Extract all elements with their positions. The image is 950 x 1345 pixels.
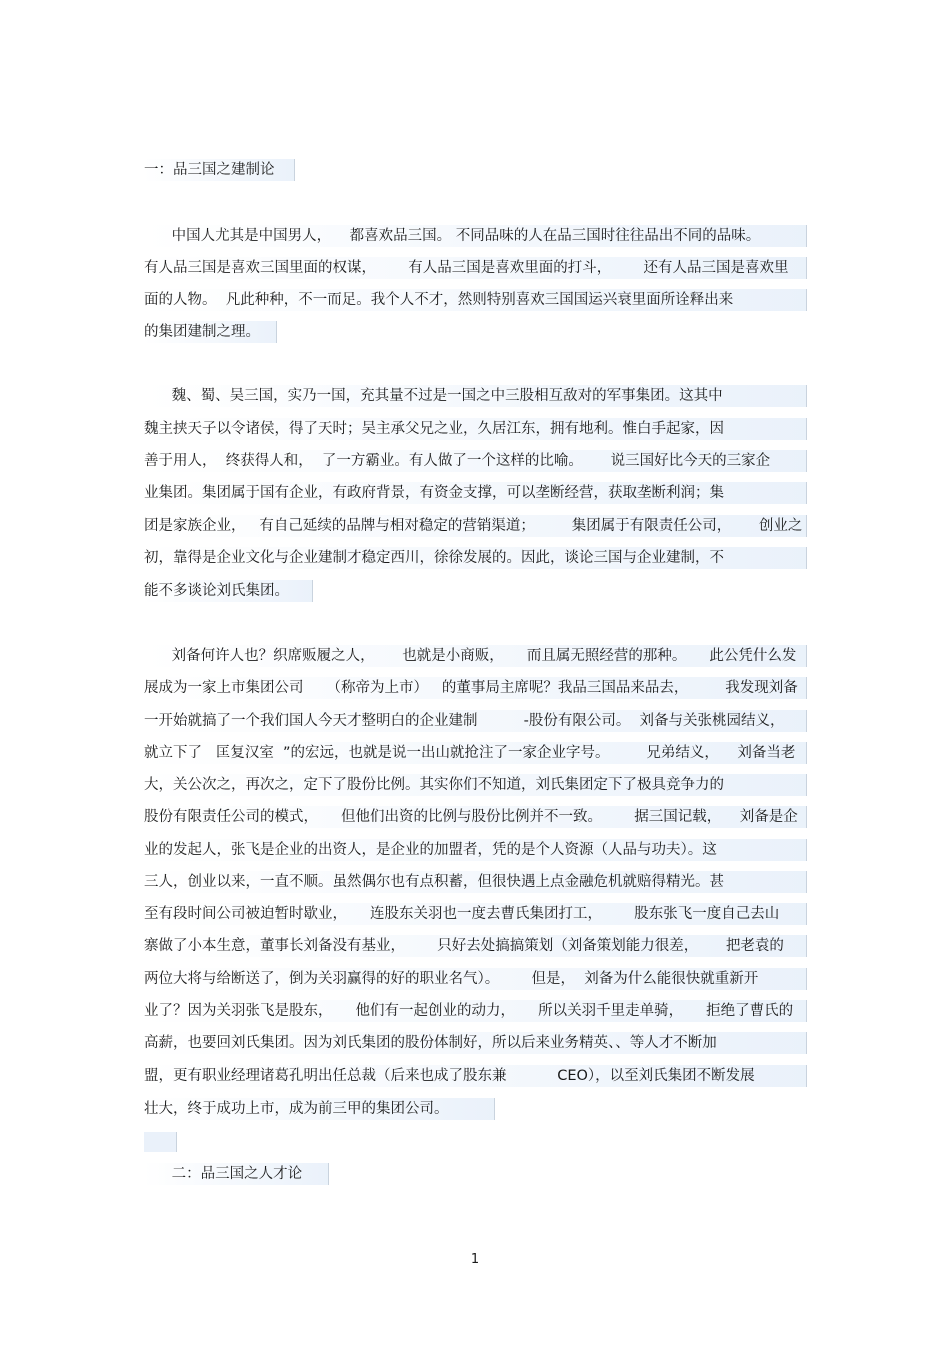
paragraph-line: 高薪，也要回刘氏集团。因为刘氏集团的股份体制好，所以后来业务精英、、等人才不断加 <box>144 1032 807 1054</box>
paragraph-line: 能不多谈论刘氏集团。 <box>144 580 313 602</box>
paragraph-line: 业集团。集团属于国有企业，有政府背景，有资金支撑，可以垄断经营，获取垄断利润；集 <box>144 482 807 504</box>
paragraph-line: 壮大，终于成功上市，成为前三甲的集团公司。 <box>144 1098 495 1120</box>
paragraph-line: 至有段时间公司被迫暂时歇业， 连股东关羽也一度去曹氏集团打工， 股东张飞一度自己去山 <box>144 903 807 925</box>
paragraph-line: 业了？因为关羽张飞是股东， 他们有一起创业的动力， 所以关羽千里走单骑， 拒绝了曹氏的 <box>144 1000 807 1022</box>
section-heading-2 <box>144 1163 329 1185</box>
paragraph-line: 魏主挟天子以令诸侯，得了天时；吴主承父兄之业，久居江东，拥有地利。惟白手起家，因 <box>144 418 807 440</box>
paragraph-line: 中国人尤其是中国男人， 都喜欢品三国。 不同品味的人在品三国时往往品出不同的品味。 <box>144 225 807 247</box>
paragraph-line: 大，关公次之，再次之，定下了股份比例。其实你们不知道，刘氏集团定下了极具竞争力的 <box>144 774 807 796</box>
paragraph-line: 魏、蜀、吴三国，实乃一国，充其量不过是一国之中三股相互敌对的军事集团。这其中 <box>144 385 807 407</box>
paragraph-line: 的集团建制之理。 <box>144 321 277 343</box>
paragraph-line: 一开始就搞了一个我们国人今天才整明白的企业建制 -股份有限公司。 刘备与关张桃园结义， <box>144 710 807 732</box>
page-number: 1 <box>470 1252 480 1267</box>
paragraph-line: 盟，更有职业经理诸葛孔明出任总裁（后来也成了股东兼 CEO），以至刘氏集团不断发展 <box>144 1065 807 1087</box>
paragraph-line: 寨做了小本生意，董事长刘备没有基业， 只好去处搞搞策划（刘备策划能力很差， 把老袁的 <box>144 935 807 957</box>
paragraph-line: 三人，创业以来，一直不顺。虽然偶尔也有点积蓄，但很快遇上点金融危机就赔得精光。甚 <box>144 871 807 893</box>
paragraph-line: 初，靠得是企业文化与企业建制才稳定西川，徐徐发展的。因此，谈论三国与企业建制，不 <box>144 547 807 569</box>
empty-line-marker <box>144 1132 177 1152</box>
paragraph-line: 善于用人， 终获得人和， 了一方霸业。有人做了一个这样的比喻。 说三国好比今天的三家企 <box>144 450 807 472</box>
paragraph-line: 股份有限责任公司的模式， 但他们出资的比例与股份比例并不一致。 据三国记载， 刘备是企 <box>144 806 807 828</box>
paragraph-line: 业的发起人，张飞是企业的出资人，是企业的加盟者，凭的是个人资源（人品与功夫）。这 <box>144 839 807 861</box>
section-heading-1: 一：品三国之建制论 <box>144 159 295 181</box>
paragraph-line: 有人品三国是喜欢三国里面的权谋， 有人品三国是喜欢里面的打斗， 还有人品三国是喜欢里 <box>144 257 807 279</box>
paragraph-line: 展成为一家上市集团公司 （称帝为上市） 的董事局主席呢？我品三国品来品去， 我发现刘备 <box>144 677 807 699</box>
paragraph-line: 面的人物。 凡此种种，不一而足。我个人不才，然则特别喜欢三国国运兴衰里面所诠释出来 <box>144 289 807 311</box>
paragraph-line: 刘备何许人也？织席贩履之人， 也就是小商贩， 而且属无照经营的那种。 此公凭什么发 <box>144 645 807 667</box>
paragraph-line: 团是家族企业， 有自己延续的品牌与相对稳定的营销渠道； 集团属于有限责任公司， 创业之 <box>144 515 807 537</box>
paragraph-line: 就立下了 匡复汉室 ”的宏远，也就是说一出山就抢注了一家企业字号。 兄弟结义， 刘备当老 <box>144 742 807 764</box>
section-heading-2-text: 二：品三国之人才论 <box>171 1166 303 1182</box>
paragraph-line: 两位大将与给断送了，倒为关羽赢得的好的职业名气）。 但是， 刘备为什么能很快就重新开 <box>144 968 807 990</box>
